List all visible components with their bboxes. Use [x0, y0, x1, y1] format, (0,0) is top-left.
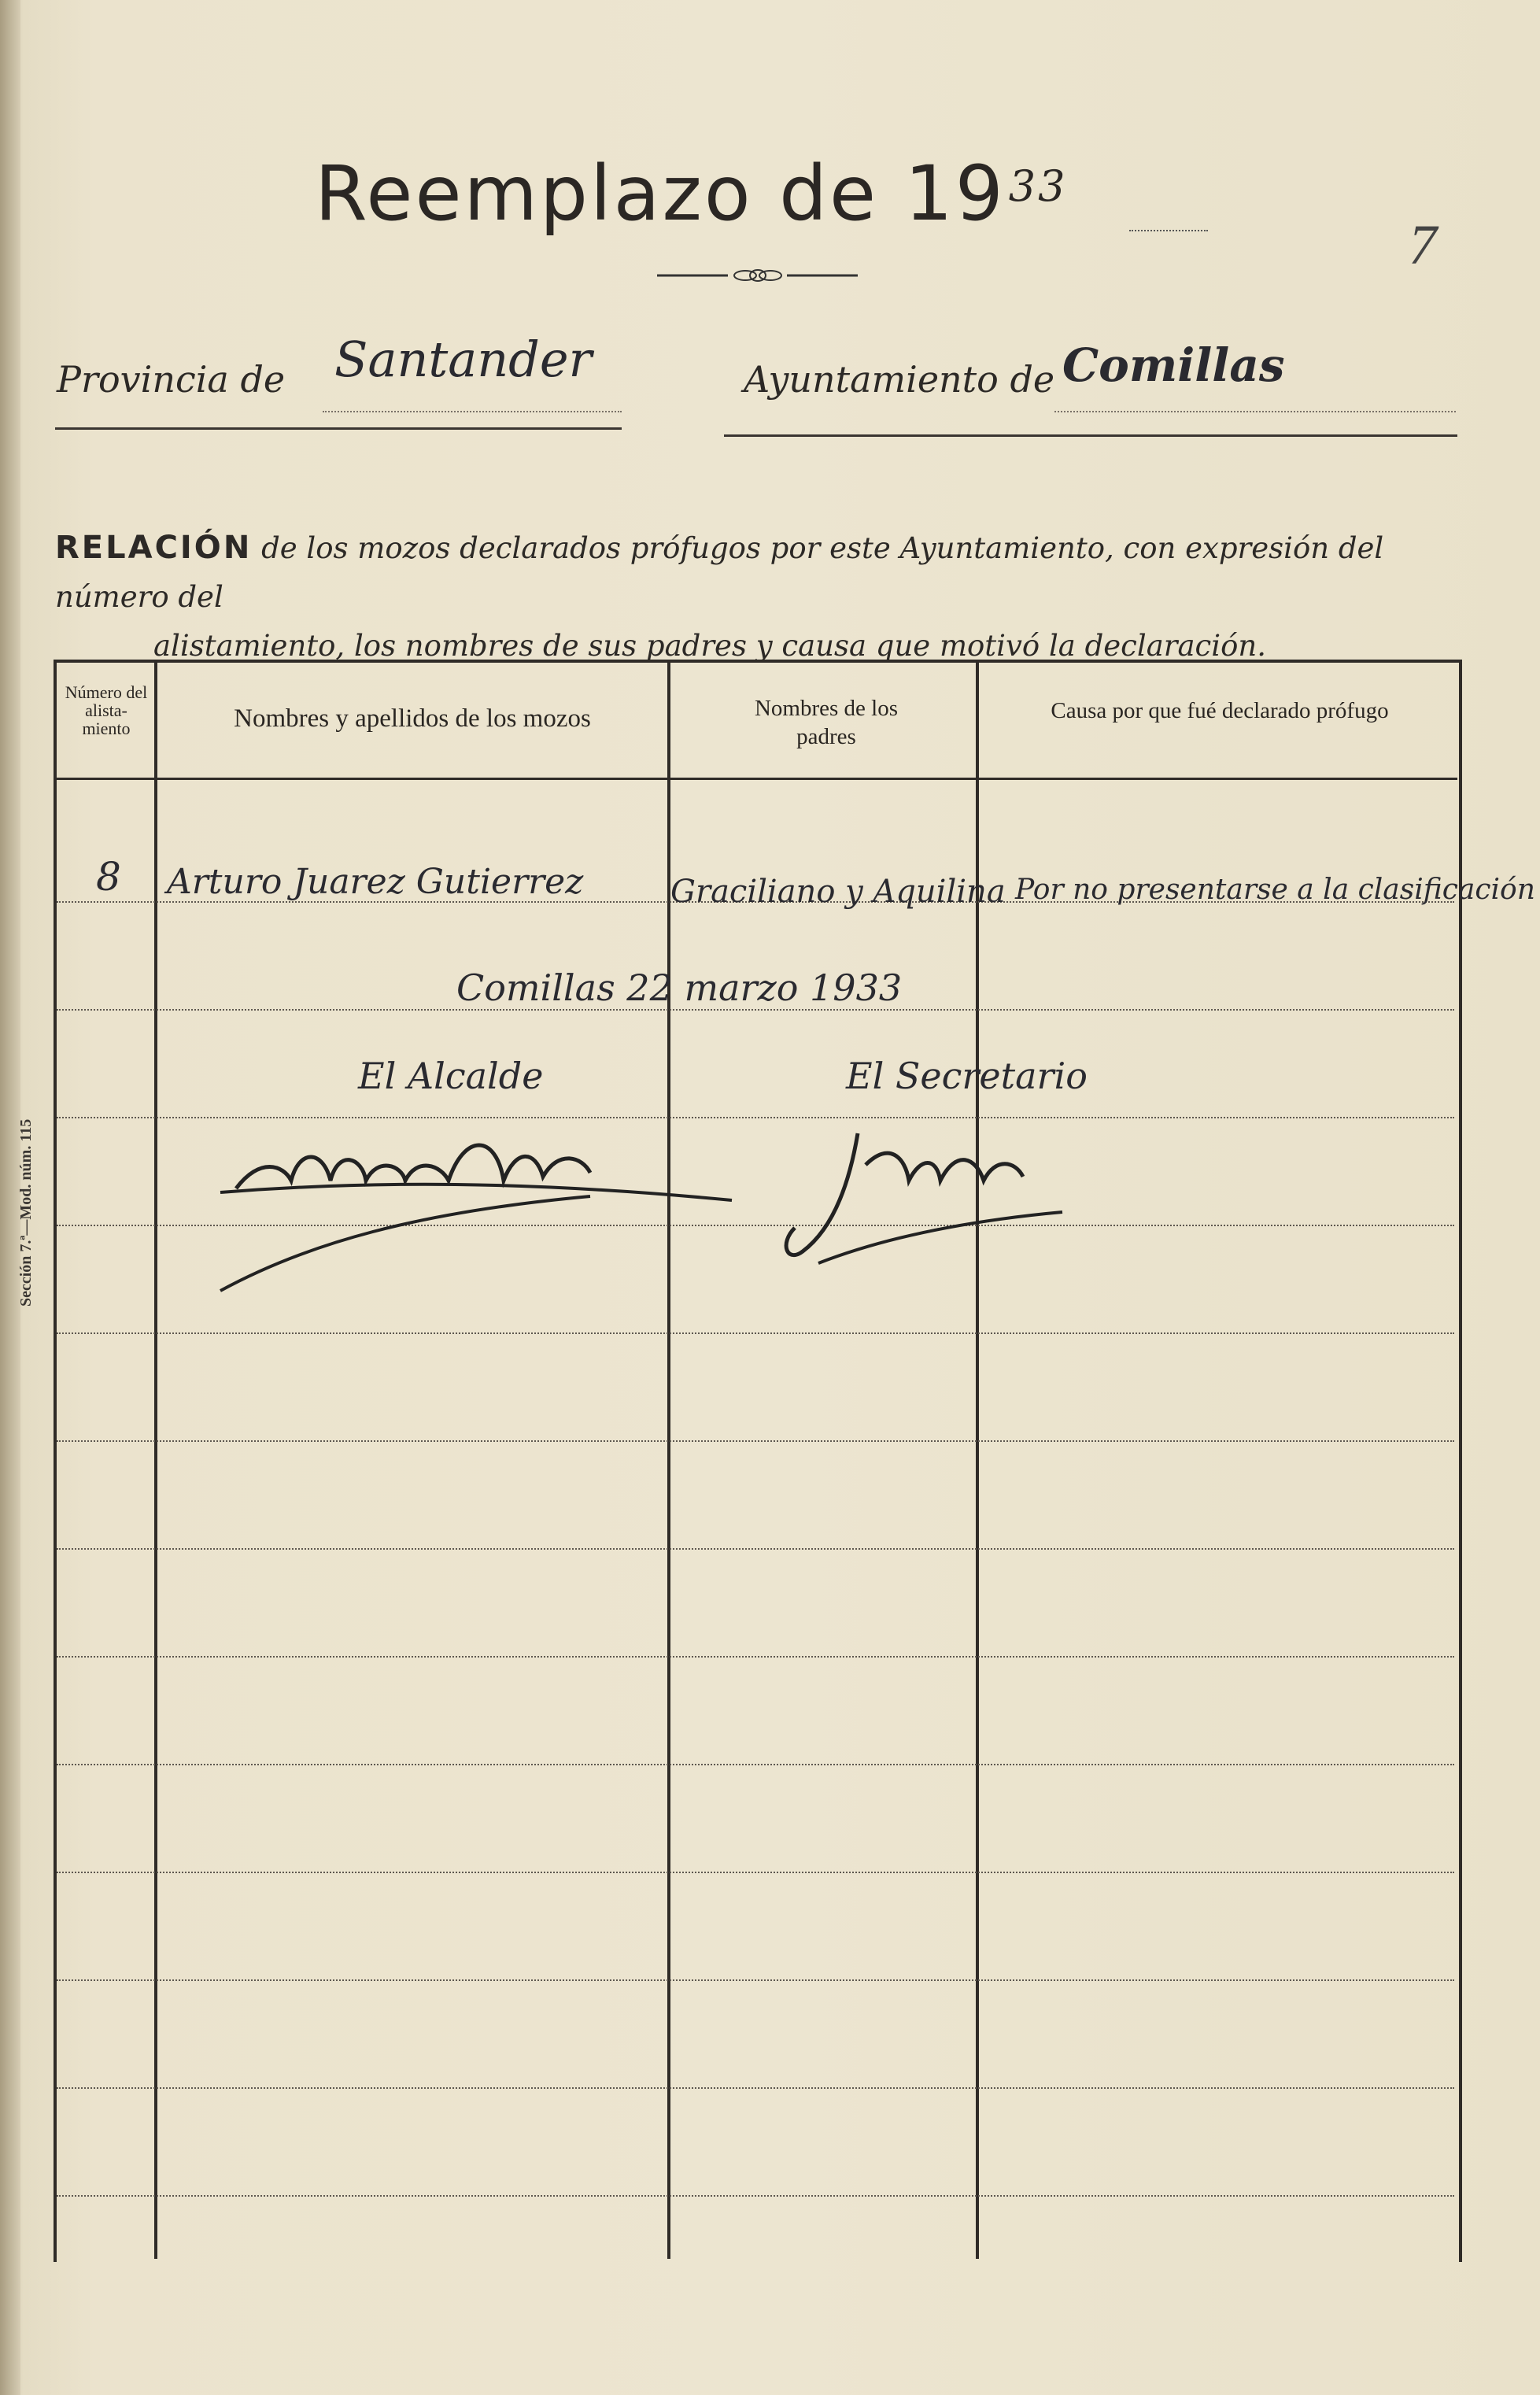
- relacion-paragraph: [55, 523, 1464, 671]
- place-date-handwritten: Comillas 22 marzo 1933: [456, 967, 903, 1009]
- form-model-note: Sección 7.ª—Mod. núm. 115: [17, 1118, 35, 1307]
- provincia-value-handwritten: Santander: [334, 331, 593, 388]
- secretario-label-handwritten: El Secretario: [846, 1055, 1088, 1097]
- alcalde-signature: [212, 1102, 748, 1307]
- col-header-padres: Nombres de los padres: [754, 696, 899, 749]
- alcalde-label-handwritten: El Alcalde: [358, 1055, 544, 1097]
- provincia-underline: [55, 427, 622, 430]
- table-row-rule: [57, 2087, 1454, 2089]
- relacion-line-1: de los mozos declarados prófugos por este Ayuntamiento, con expresión del número del: [55, 531, 1384, 614]
- provincia-dotted-line: [323, 411, 622, 412]
- table-row-rule: [57, 1979, 1454, 1981]
- row-causa: Por no presentarse a la clasificación: [1015, 874, 1535, 906]
- title-year-handwritten: 33: [1008, 161, 1068, 211]
- table-row-rule: [57, 1440, 1454, 1442]
- table-row-rule: [57, 1764, 1454, 1765]
- relacion-line-2: alistamiento, los nombres de sus padres y causa que motivó la declaración.: [153, 629, 1266, 663]
- row-nombre: Arturo Juarez Gutierrez: [167, 862, 584, 902]
- row-numero: 8: [96, 854, 121, 900]
- title-text: Reemplazo de 19: [315, 150, 1006, 238]
- table-row-rule: [57, 1332, 1454, 1334]
- provincia-label: Provincia de: [57, 358, 286, 401]
- col-header-causa: Causa por que fué declarado prófugo: [1051, 698, 1389, 723]
- table-row-rule: [57, 2195, 1454, 2197]
- ayuntamiento-underline: [724, 434, 1457, 437]
- table-row-rule: [57, 1872, 1454, 1873]
- table-row-rule: [57, 1548, 1454, 1550]
- title-ornament: [657, 268, 858, 283]
- relacion-lead: RELACIÓN: [55, 530, 253, 566]
- document-title: [315, 150, 1068, 238]
- secretario-signature: [771, 1118, 1086, 1275]
- ayuntamiento-value-handwritten: Comillas: [1062, 338, 1285, 392]
- table-row-rule: [57, 1009, 1454, 1011]
- title-year-dotted-line: [1129, 230, 1208, 231]
- col-header-nombres: Nombres y apellidos de los mozos: [234, 704, 591, 733]
- ayuntamiento-label: Ayuntamiento de: [744, 358, 1055, 401]
- row-padres: Graciliano y Aquilina: [670, 874, 1006, 910]
- table-row-rule: [57, 1656, 1454, 1658]
- ayuntamiento-dotted-line: [1054, 411, 1456, 412]
- col-header-numero: Número del alista- miento: [65, 682, 148, 738]
- header-bottom-rule: [55, 778, 1457, 780]
- page-number-handwritten: 7: [1409, 213, 1437, 276]
- column-divider-1: [154, 660, 157, 2259]
